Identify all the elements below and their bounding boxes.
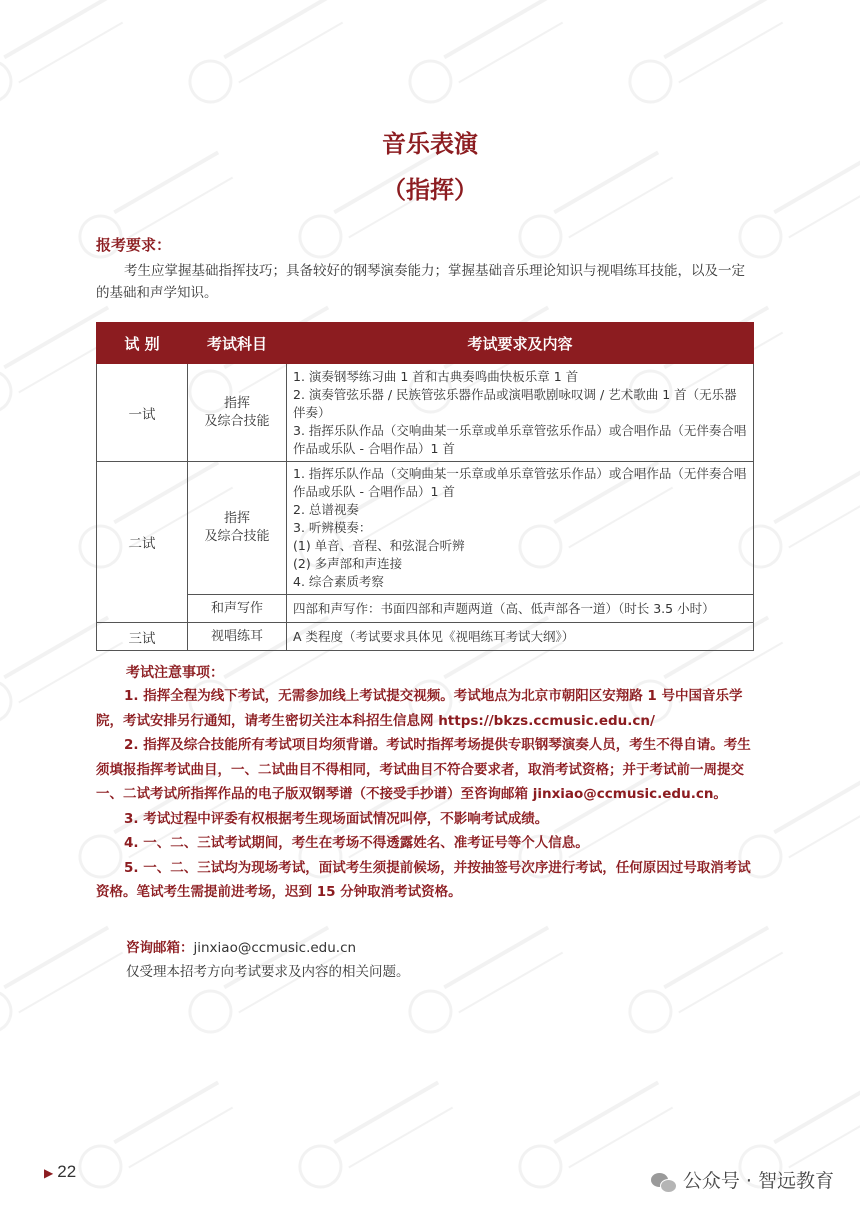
contact-block <box>126 936 410 984</box>
contact-line <box>126 936 410 960</box>
content-cell: 四部和声写作：书面四部和声题两道（高、低声部各一道）（时长 3.5 小时） <box>287 595 754 623</box>
page-subtitle: （指挥） <box>382 176 478 204</box>
subject-cell: 和声写作 <box>188 595 287 623</box>
content-line: 4. 综合素质考察 <box>293 574 384 589</box>
content-line: 3. 指挥乐队作品（交响曲某一乐章或单乐章管弦乐作品）或合唱作品（无伴奏合唱作品或乐队 - 合唱作品）1 首 <box>293 422 747 456</box>
subject-line: 及综合技能 <box>204 413 270 429</box>
note-item: 4. 一、二、三试考试期间，考生在考场不得透露姓名、准考证号等个人信息。 <box>124 835 589 851</box>
subject-cell <box>188 462 287 595</box>
content-cell: A 类程度（考试要求具体见《视唱练耳考试大纲》） <box>287 623 754 651</box>
round-label: 一试 <box>97 364 188 462</box>
content-line: 2. 演奏管弦乐器 / 民族管弦乐器作品或演唱歌剧咏叹调 / 艺术歌曲 1 首（无乐器伴奏） <box>293 386 737 420</box>
table-row <box>97 623 754 651</box>
contact-label: 咨询邮箱： <box>126 940 194 956</box>
table-header-row <box>97 323 754 364</box>
subject-line: 指挥 <box>223 511 250 526</box>
round-label: 二试 <box>97 462 188 623</box>
footer-brand <box>651 1166 834 1193</box>
note-item: 3. 考试过程中评委有权根据考生现场面试情况叫停，不影响考试成绩。 <box>124 810 549 827</box>
note-item: 1. 指挥全程为线下考试，无需参加线上考试提交视频。考试地点为北京市朝阳区安翔路 1 号中国音乐学院，考试安排另行通知，请考生密切关注本科招生信息网 https://bkzs.ccmusic.edu.cn/ <box>96 688 743 729</box>
wechat-icon <box>651 1171 677 1193</box>
requirements-text: 考生应掌握基础指挥技巧；具备较好的钢琴演奏能力；掌握基础音乐理论知识与视唱练耳技能，以及一定的基础和声学知识。 <box>96 263 745 301</box>
content-line: 2. 总谱视奏 <box>293 502 359 517</box>
page-number-text: 22 <box>57 1162 77 1181</box>
page-title: 音乐表演 <box>382 130 478 158</box>
table-row <box>97 462 754 595</box>
subject-cell <box>188 364 287 462</box>
round-label: 三试 <box>97 623 188 651</box>
header-subject: 考试科目 <box>188 323 287 364</box>
notes-heading: 考试注意事项： <box>126 665 224 681</box>
subject-cell: 视唱练耳 <box>188 623 287 651</box>
brand-text: 公众号 · 智远教育 <box>682 1170 834 1192</box>
page-number <box>44 1162 76 1182</box>
content-cell <box>287 462 754 595</box>
contact-email: jinxiao@ccmusic.edu.cn <box>193 940 357 956</box>
subject-line: 及综合技能 <box>204 529 270 544</box>
subject-line: 指挥 <box>223 395 250 411</box>
content-cell <box>287 364 754 462</box>
contact-note: 仅受理本招考方向考试要求及内容的相关问题。 <box>126 964 410 980</box>
content-line: 1. 演奏钢琴练习曲 1 首和古典奏鸣曲快板乐章 1 首 <box>293 368 579 384</box>
table-row <box>97 364 754 462</box>
exam-table <box>96 322 754 651</box>
notes-list <box>96 684 762 905</box>
header-round: 试 别 <box>97 323 188 364</box>
content-line: 3. 听辨模奏： <box>293 520 372 535</box>
note-item: 5. 一、二、三试均为现场考试，面试考生须提前候场，并按抽签号次序进行考试，任何原因过号取消考试资格。笔试考生需提前进考场，迟到 15 分钟取消考试资格。 <box>96 859 751 900</box>
content-line: (1) 单音、音程、和弦混合听辨 <box>293 538 465 553</box>
content-line: (2) 多声部和声连接 <box>293 556 403 571</box>
note-item: 2. 指挥及综合技能所有考试项目均须背谱。考试时指挥考场提供专职钢琴演奏人员，考生不得自请。考生须填报指挥考试曲目，一、二试曲目不得相同，考试曲目不符合要求者，取消考试资格；并于考试前一周提交一、二试考试所指挥作品的电子版双钢琴谱（不接受手抄谱）至咨询邮箱 jinxiao@ccmusic.edu.cn。 <box>96 737 751 802</box>
triangle-right-icon: ▶ <box>44 1166 54 1180</box>
requirements-heading: 报考要求： <box>96 236 172 254</box>
header-content: 考试要求及内容 <box>287 323 754 364</box>
content-line: 1. 指挥乐队作品（交响曲某一乐章或单乐章管弦乐作品）或合唱作品（无伴奏合唱作品或乐队 - 合唱作品）1 首 <box>293 466 747 499</box>
table-row <box>97 595 754 623</box>
